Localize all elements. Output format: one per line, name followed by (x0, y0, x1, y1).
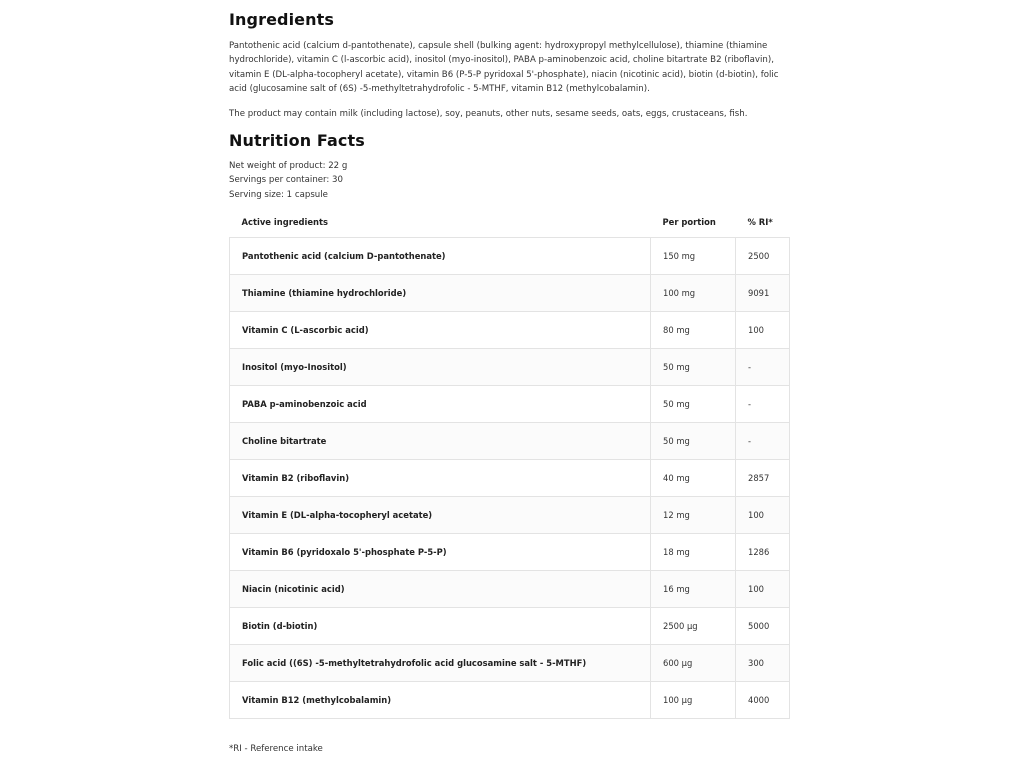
footnote: *RI - Reference intake (229, 744, 323, 754)
servings-per-container: Servings per container: 30 (229, 175, 343, 186)
ri-value: 1286 (736, 534, 790, 571)
per-portion-value: 2500 µg (651, 608, 736, 645)
per-portion-value: 600 µg (651, 645, 736, 682)
per-portion-value: 50 mg (651, 349, 736, 386)
nutrition-meta (229, 159, 347, 202)
column-header-per-portion: Per portion (662, 217, 716, 227)
table-row (230, 238, 790, 275)
per-portion-value: 150 mg (651, 238, 736, 275)
ingredient-name: Vitamin C (L-ascorbic acid) (230, 312, 651, 349)
ri-value: - (736, 386, 790, 423)
per-portion-value: 100 µg (651, 682, 736, 719)
ingredient-name: Vitamin E (DL-alpha-tocopheryl acetate) (230, 497, 651, 534)
ingredient-name: Inositol (myo-Inositol) (230, 349, 651, 386)
ri-value: - (736, 349, 790, 386)
ri-value: 5000 (736, 608, 790, 645)
ingredient-name: Choline bitartrate (230, 423, 651, 460)
ingredient-name: Pantothenic acid (calcium D-pantothenate) (230, 238, 651, 275)
column-header-ri: % RI* (747, 217, 773, 227)
nutrition-heading: Nutrition Facts (229, 131, 365, 150)
ingredient-name: Vitamin B6 (pyridoxalo 5'-phosphate P-5-P) (230, 534, 651, 571)
table-row (230, 386, 790, 423)
per-portion-value: 80 mg (651, 312, 736, 349)
ri-value: 9091 (736, 275, 790, 312)
table-header-row (230, 207, 790, 238)
ingredients-text: Pantothenic acid (calcium d-pantothenate), capsule shell (bulking agent: hydroxypropyl methylcellulose), thiamine (thiamine hydrochloride), vitamin C (l-ascorbic acid), inositol (myo-inositol), PABA p-aminobenzoic acid, choline bitartrate B2 (riboflavin), vitamin E (DL-alpha-tocopheryl acetate), vitamin B6 (P-5-P pyridoxal 5'-phosphate), niacin (nicotinic acid), biotin (d-biotin), folic acid (glucosamine salt of (6S) -5-methyltetrahydrofolic - 5-MTHF, vitamin B12 (methylcobalamin). (229, 41, 779, 94)
ri-value: 2857 (736, 460, 790, 497)
ri-value: 300 (736, 645, 790, 682)
ingredients-heading: Ingredients (229, 10, 334, 29)
ingredient-name: PABA p-aminobenzoic acid (230, 386, 651, 423)
ingredient-name: Biotin (d-biotin) (230, 608, 651, 645)
per-portion-value: 50 mg (651, 423, 736, 460)
serving-size: Serving size: 1 capsule (229, 189, 328, 200)
ri-value: 100 (736, 497, 790, 534)
ri-value: 100 (736, 312, 790, 349)
table-row (230, 312, 790, 349)
table-row (230, 608, 790, 645)
table-row (230, 571, 790, 608)
table-row (230, 534, 790, 571)
table-row (230, 460, 790, 497)
per-portion-value: 100 mg (651, 275, 736, 312)
table-row (230, 497, 790, 534)
ingredient-name: Vitamin B12 (methylcobalamin) (230, 682, 651, 719)
ri-value: 4000 (736, 682, 790, 719)
per-portion-value: 18 mg (651, 534, 736, 571)
per-portion-value: 12 mg (651, 497, 736, 534)
column-header-active-ingredients: Active ingredients (241, 217, 329, 227)
ingredient-name: Vitamin B2 (riboflavin) (230, 460, 651, 497)
ri-value: 100 (736, 571, 790, 608)
table-row (230, 275, 790, 312)
allergens-text: The product may contain milk (including lactose), soy, peanuts, other nuts, sesame seeds, oats, eggs, crustaceans, fish. (229, 109, 748, 119)
per-portion-value: 16 mg (651, 571, 736, 608)
table-row (230, 423, 790, 460)
ingredient-name: Niacin (nicotinic acid) (230, 571, 651, 608)
ri-value: 2500 (736, 238, 790, 275)
ri-value: - (736, 423, 790, 460)
ingredient-name: Folic acid ((6S) -5-methyltetrahydrofolic acid glucosamine salt - 5-MTHF) (230, 645, 651, 682)
table-row (230, 645, 790, 682)
per-portion-value: 50 mg (651, 386, 736, 423)
table-row (230, 349, 790, 386)
table-row (230, 682, 790, 719)
per-portion-value: 40 mg (651, 460, 736, 497)
ingredient-name: Thiamine (thiamine hydrochloride) (230, 275, 651, 312)
nutrition-table (229, 207, 790, 719)
net-weight: Net weight of product: 22 g (229, 161, 348, 171)
